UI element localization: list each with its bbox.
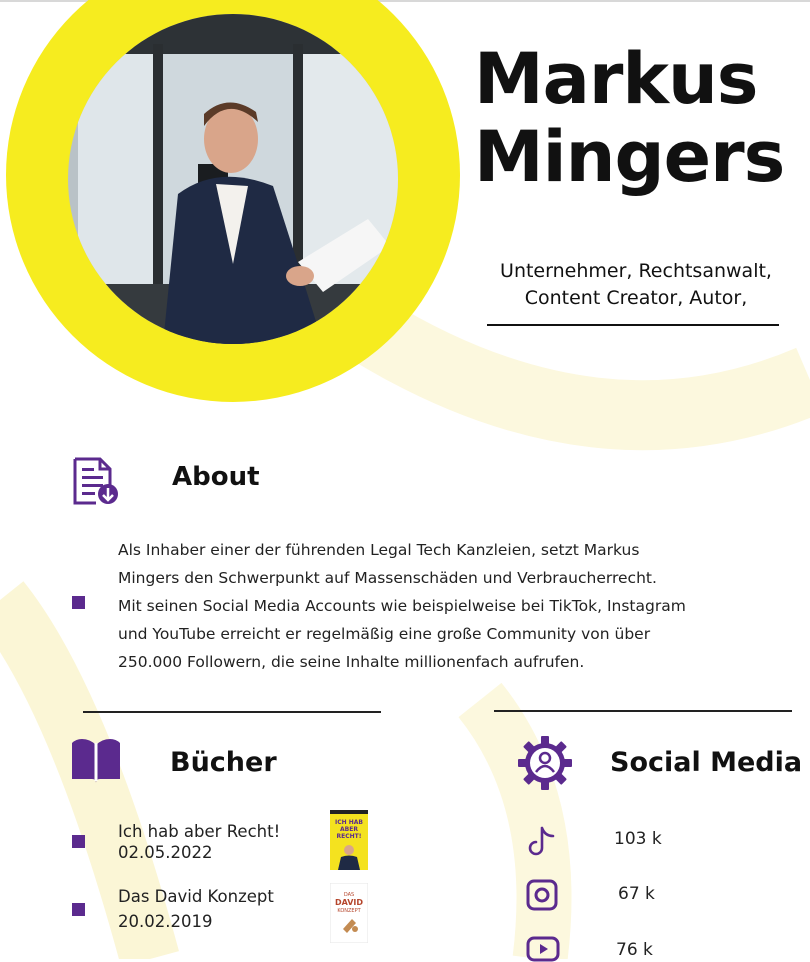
book-bullet-2	[72, 903, 85, 916]
youtube-count: 76 k	[616, 940, 653, 960]
cover-1-line-1: ICH HAB	[335, 819, 363, 826]
about-bullet	[72, 596, 85, 609]
divider-left	[83, 711, 381, 713]
roles-underline	[487, 324, 779, 326]
about-line-5: 250.000 Followern, die seine Inhalte millionenfach aufrufen.	[118, 653, 585, 671]
instagram-icon[interactable]	[526, 879, 558, 911]
book-item-1	[118, 821, 280, 863]
books-title: Bücher	[170, 747, 277, 778]
cover-1-line-3: RECHT!	[336, 833, 362, 840]
user-gear-icon	[516, 734, 574, 792]
cover-1-line-2: ABER	[340, 826, 358, 833]
book-date-1: 02.05.2022	[118, 843, 213, 862]
divider-right	[494, 710, 792, 712]
roles-line-1: Unternehmer, Rechtsanwalt,	[500, 260, 772, 282]
roles	[462, 258, 810, 312]
cover-2-line-2: DAVID	[334, 898, 364, 907]
social-title: Social Media	[610, 747, 803, 778]
cover-2-line-3: KONZEPT	[337, 908, 361, 914]
open-book-icon	[70, 737, 122, 783]
about-line-1: Als Inhaber einer der führenden Legal Tech Kanzleien, setzt Markus	[118, 541, 640, 559]
book-cover-2	[330, 883, 368, 943]
book-title-2: Das David Konzept	[118, 887, 274, 906]
profile-photo	[68, 14, 398, 344]
book-item-2	[118, 886, 274, 932]
name-first: Markus	[474, 38, 758, 120]
about-line-2: Mingers den Schwerpunkt auf Massenschäden und Verbraucherrecht.	[118, 569, 657, 587]
name-last: Mingers	[474, 116, 785, 198]
book-title-1: Ich hab aber Recht!	[118, 822, 281, 841]
about-line-4: und YouTube erreicht er regelmäßig eine große Community von über	[118, 625, 651, 643]
cover-2-line-1: DAS	[343, 892, 355, 898]
about-line-3: Mit seinen Social Media Accounts wie beispielweise bei TikTok, Instagram	[118, 597, 686, 615]
instagram-count: 67 k	[618, 884, 655, 904]
roles-line-2: Content Creator, Autor,	[524, 287, 748, 309]
book-cover-1	[330, 810, 368, 870]
person-name	[474, 40, 784, 196]
document-download-icon	[72, 456, 120, 506]
about-text	[118, 536, 778, 676]
tiktok-icon[interactable]	[528, 825, 556, 859]
book-bullet-1	[72, 835, 85, 848]
youtube-icon[interactable]	[526, 936, 560, 962]
about-title: About	[172, 462, 260, 492]
book-date-2: 20.02.2019	[118, 912, 213, 931]
tiktok-count: 103 k	[614, 829, 662, 849]
